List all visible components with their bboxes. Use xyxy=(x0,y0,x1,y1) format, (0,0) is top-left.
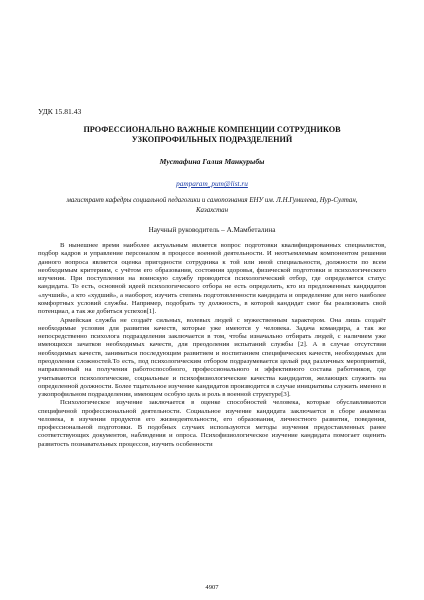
author-affiliation: магистрант кафедры социальной педагогики и самопознания ЕНУ им. Л.Н.Гумилева, Нур-Султан, Казахстан xyxy=(66,197,358,214)
body-paragraph: В нынешнее время наиболее актуальным является вопрос подготовки квалифицированных специалистов, подбор кадров и управление персоналом в процессе военной деятельности. И неотъемлемым компонентом решения данного вопроса является оценка пригодности сотрудника к той или иной специальности, должности по всем необходимым критериям, с учётом его образования, состояния здоровья, физической подготовки и психологического изучения. При поступлении на воинскую службу проводится психологический отбор, где определяется статус кандидата. То есть, основной идеей психологического отбора не есть определить, кто из предложенных кандидатов «лучший», а кто «худший», а наоборот, изучить степень подготовленности кандидата и определение для него наиболее комфортных условий службы. Например, подобрать ту должность, в которой кандидат смог бы реализовать свой потенциал, а так же добиться успехов[1]. xyxy=(38,242,386,316)
body-paragraph: Армейская служба не создаёт сильных, волевых людей с мужественным характером. Она лишь создаёт необходимые условия для развития качеств, которые уже имеются у человека. Задача командира, а так же непосредственно психолога подразделения заключается в том, чтобы изначально отбирать людей, с наличием уже имеющихся зачатков необходимых качеств, для преодоления испытаний службы [2]. А в случае отсутствия необходимых качеств, заниматься последующим развитием и воспитанием специфических качеств, необходимых для преодоления сложностей.То есть, под психологическим отбором подразумевается целый ряд различных мероприятий, направленный на получения работоспособного, профессионального и эффективного состава работников, где учитываются психологические, социальные и психофизиологические качества кандидатов, желающих служить на определенной должности. Более тщательное изучение кандидатов производится в случае инициативы служить именно в узкопрофильном подразделении, имеющем особую цель и роль в военной структуре[3]. xyxy=(38,316,386,399)
scientific-supervisor: Научный руководитель – А.Мамбеталина xyxy=(148,226,276,234)
author-email-link[interactable]: pamparam_pum@list.ru xyxy=(176,179,248,188)
body-paragraph: Психологическое изучение заключается в оценке способностей человека, которые обуславливаются специфичной профессиональной деятельности. Социальное изучение кандидата заключается в сборе анамнеза человека, в изучении продуктов его жизнедеятельности, его образования, личностного развития, поведения, профессиональной подготовки. В подобных случаях используются методы изучения предоставленных ранее соответствующих документов, наблюдения и опроса. Психофизиологическое изучение кандидата помогает оценить развитость познавательных процессов, изучить особенности xyxy=(38,399,386,448)
udk-code: УДК 15.81.43 xyxy=(38,107,82,116)
article-body xyxy=(38,242,386,449)
paper-title: ПРОФЕССИОНАЛЬНО ВАЖНЫЕ КОМПЕНЦИИ СОТРУДНИКОВ УЗКОПРОФИЛЬНЫХ ПОДРАЗДЕЛЕНИЙ xyxy=(83,125,341,144)
page-number: 4907 xyxy=(205,584,219,591)
author-name: Мустафина Галия Манкурыбы xyxy=(159,157,265,166)
